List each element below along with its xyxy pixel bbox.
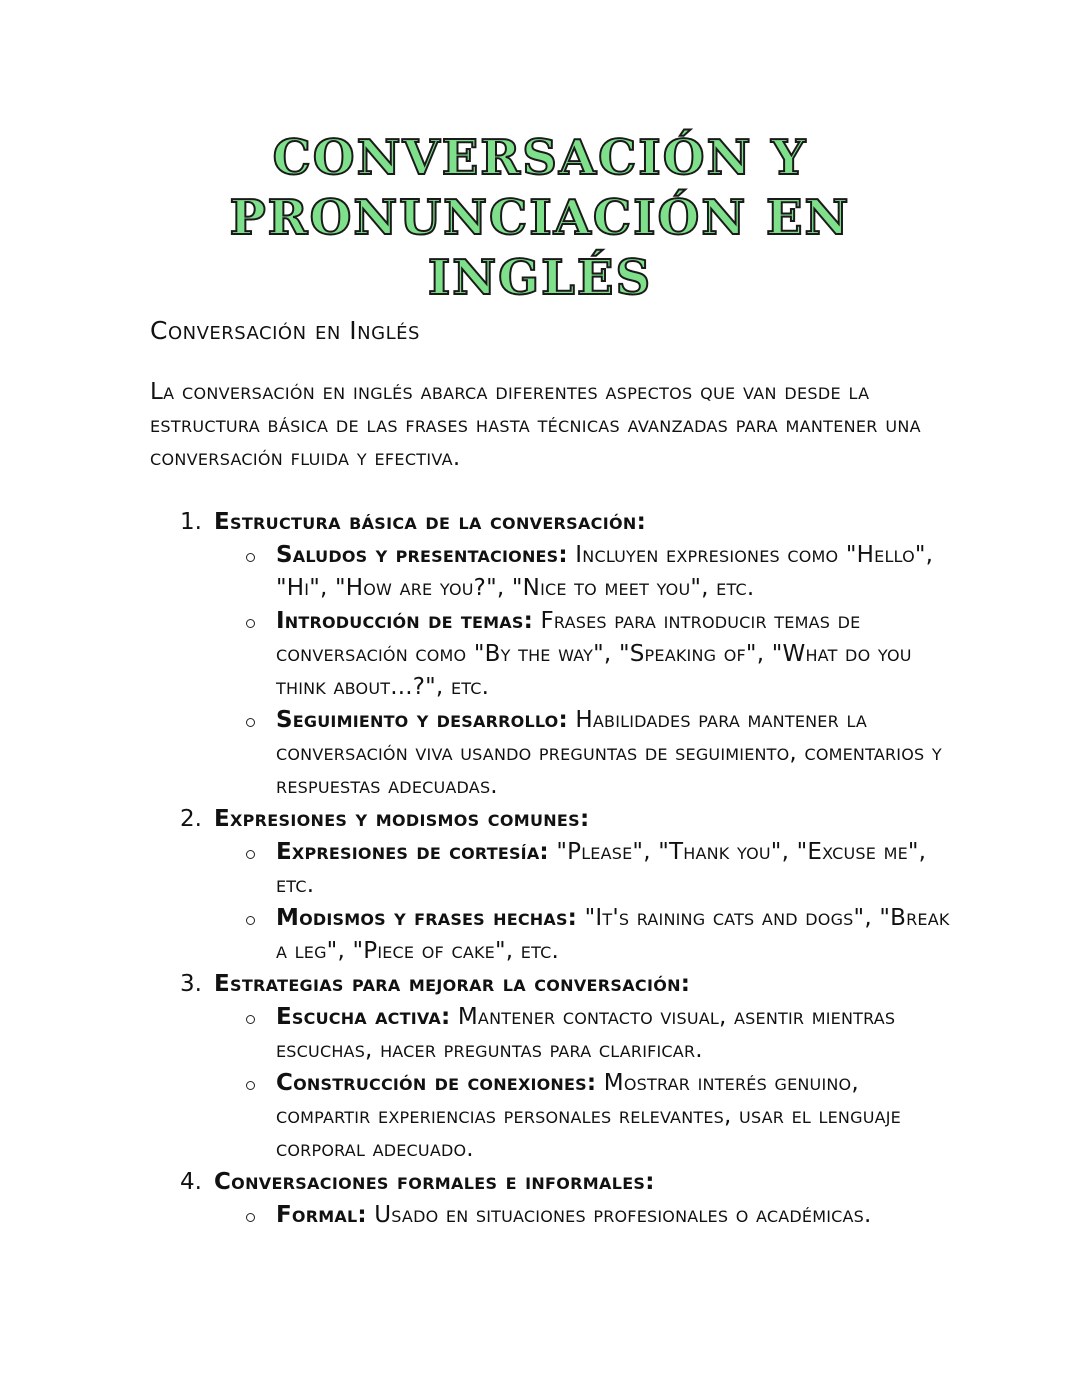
circle-bullet-icon [246, 619, 255, 628]
intro-paragraph: La conversación en inglés abarca diferentes aspectos que van desde la estructura básica de las frases hasta técnicas avanzadas para mantener una conversación fluida y efectiva. [150, 379, 921, 471]
circle-bullet-icon [246, 1213, 255, 1222]
item-text: Mantener contacto visual, asentir mientras escuchas, hacer preguntas para clarificar. [276, 1004, 896, 1063]
bullet-list [214, 1199, 960, 1232]
page-title [0, 128, 1080, 308]
list-item [276, 902, 960, 968]
section-heading: Conversación en Inglés [150, 316, 420, 345]
item-term: Introducción de temas: [276, 608, 533, 634]
circle-bullet-icon [246, 916, 255, 925]
list-section [180, 1166, 960, 1232]
section-title: Expresiones y modismos comunes: [214, 806, 590, 832]
circle-bullet-icon [246, 1015, 255, 1024]
item-term: Escucha activa: [276, 1004, 451, 1030]
section-title: Estrategias para mejorar la conversación: [214, 971, 691, 997]
title-line-1: CONVERSACIÓN Y [272, 130, 808, 186]
section-title: Conversaciones formales e informales: [214, 1169, 655, 1195]
list-item [276, 1199, 960, 1232]
section-number: 4. [180, 1169, 202, 1195]
list-section [180, 803, 960, 968]
section-number: 2. [180, 806, 202, 832]
list-section [180, 968, 960, 1166]
circle-bullet-icon [246, 553, 255, 562]
section-title: Estructura básica de la conversación: [214, 509, 647, 535]
list-item [276, 704, 960, 803]
item-term: Seguimiento y desarrollo: [276, 707, 568, 733]
title-line-2: PRONUNCIACIÓN EN [229, 190, 851, 246]
list-item [276, 539, 960, 605]
bullet-list [214, 1001, 960, 1166]
item-text: "It's raining cats and dogs", "Break a leg", "Piece of cake", etc. [276, 905, 950, 964]
title-line-3: INGLÉS [427, 250, 653, 306]
item-term: Expresiones de cortesía: [276, 839, 549, 865]
circle-bullet-icon [246, 718, 255, 727]
list-section [180, 506, 960, 803]
item-term: Saludos y presentaciones: [276, 542, 568, 568]
list-item [276, 605, 960, 704]
item-text: Incluyen expresiones como "Hello", "Hi", "How are you?", "Nice to meet you", etc. [276, 542, 934, 601]
list-item [276, 1067, 960, 1166]
item-term: Construcción de conexiones: [276, 1070, 597, 1096]
circle-bullet-icon [246, 850, 255, 859]
circle-bullet-icon [246, 1081, 255, 1090]
section-number: 3. [180, 971, 202, 997]
item-text: Usado en situaciones profesionales o académicas. [366, 1202, 872, 1228]
list-item [276, 1001, 960, 1067]
item-text: Mostrar interés genuino, compartir experiencias personales relevantes, usar el lenguaje corporal adecuado. [276, 1070, 901, 1162]
bullet-list [214, 539, 960, 803]
section-number: 1. [180, 509, 202, 535]
bullet-list [214, 836, 960, 968]
item-term: Formal: [276, 1202, 367, 1228]
item-text: "Please", "Thank you", "Excuse me", etc. [276, 839, 927, 898]
item-text: Frases para introducir temas de conversación como "By the way", "Speaking of", "What do you think about...?", etc. [276, 608, 912, 700]
item-term: Modismos y frases hechas: [276, 905, 578, 931]
item-text: Habilidades para mantener la conversación viva usando preguntas de seguimiento, comentarios y respuestas adecuadas. [276, 707, 942, 799]
numbered-list [180, 506, 960, 1232]
list-item [276, 836, 960, 902]
